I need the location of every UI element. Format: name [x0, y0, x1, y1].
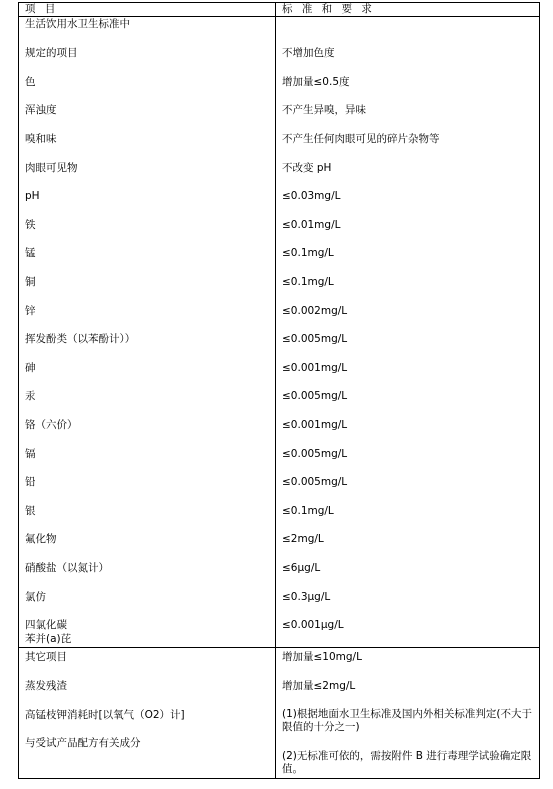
item-standard: ≤6μg/L [282, 562, 321, 574]
item-name: 锌 [25, 305, 36, 317]
item-standard: ≤0.03mg/L [282, 190, 341, 202]
item-name: 色 [25, 76, 36, 88]
item-standard: ≤0.1mg/L [282, 505, 334, 517]
item-name: 蒸发残渣 [25, 680, 67, 692]
item-name: 高锰枝钾消耗时[以氧气（O2）计] [25, 709, 185, 721]
column-divider [275, 3, 276, 778]
item-standard: ≤0.005mg/L [282, 476, 348, 488]
item-name: 挥发酚类（以苯酚计）） [25, 333, 136, 345]
item-name: pH [25, 190, 40, 202]
header-standard: 标 准 和 要 求 [282, 3, 375, 15]
item-standard: ≤0.1mg/L [282, 247, 334, 259]
item-name: 汞 [25, 390, 36, 402]
header-item: 项 目 [25, 3, 59, 15]
item-name: 硝酸盐（以氮计） [25, 562, 109, 574]
item-standard: ≤0.001mg/L [282, 362, 348, 374]
item-name: 氯仿 [25, 591, 46, 603]
header-divider [19, 16, 539, 17]
item-name: 浑浊度 [25, 104, 57, 116]
item-standard: ≤0.001μg/L [282, 619, 344, 631]
item-name: 锰 [25, 247, 36, 259]
item-standard: 增加量≤0.5度 [282, 76, 350, 88]
item-name: 镉 [25, 448, 36, 460]
item-standard: ≤0.3μg/L [282, 591, 331, 603]
standards-table [18, 2, 540, 779]
item-name: 铜 [25, 276, 36, 288]
item-name: 铬（六价） [25, 419, 78, 431]
item-standard: 不改变 pH [282, 162, 332, 174]
item-standard: ≤0.001mg/L [282, 419, 348, 431]
item-standard: 增加量≤10mg/L [282, 651, 362, 663]
item-name: 四氯化碳 [25, 619, 67, 631]
section2-title: 其它项目 [25, 651, 67, 663]
item-standard: 增加量≤2mg/L [282, 680, 356, 692]
item-standard: 不增加色度 [282, 47, 335, 59]
item-standard: ≤0.002mg/L [282, 305, 348, 317]
item-standard: 不产生异嗅，异味 [282, 104, 366, 116]
item-name: 铅 [25, 476, 36, 488]
section1-title-line2: 规定的项目 [25, 47, 78, 59]
item-name: 砷 [25, 362, 36, 374]
item-standard: ≤2mg/L [282, 533, 324, 545]
item-standard: 不产生任何肉眼可见的碎片杂物等 [282, 133, 440, 145]
item-standard: ≤0.005mg/L [282, 448, 348, 460]
item-standard: ≤0.1mg/L [282, 276, 334, 288]
item-standard: ≤0.005mg/L [282, 390, 348, 402]
section-divider [19, 647, 539, 648]
section1-title-line1: 生活饮用水卫生标准中 [25, 18, 130, 30]
item-standard-note-1: (1)根据地面水卫生标准及国内外相关标准判定(不大于限值的十分之一) [282, 708, 532, 733]
item-name: 肉眼可见物 [25, 162, 78, 174]
item-name: 与受试产品配方有关成分 [25, 737, 141, 749]
item-standard: ≤0.01mg/L [282, 219, 341, 231]
item-name: 嗅和味 [25, 133, 57, 145]
item-name: 银 [25, 505, 36, 517]
item-standard-note-2: (2)无标准可依的，需按附件 B 进行毒理学试验确定限值。 [282, 750, 532, 775]
item-name: 铁 [25, 219, 36, 231]
item-standard: ≤0.005mg/L [282, 333, 348, 345]
item-name: 氟化物 [25, 533, 57, 545]
item-name: 苯并(a)芘 [25, 633, 72, 645]
